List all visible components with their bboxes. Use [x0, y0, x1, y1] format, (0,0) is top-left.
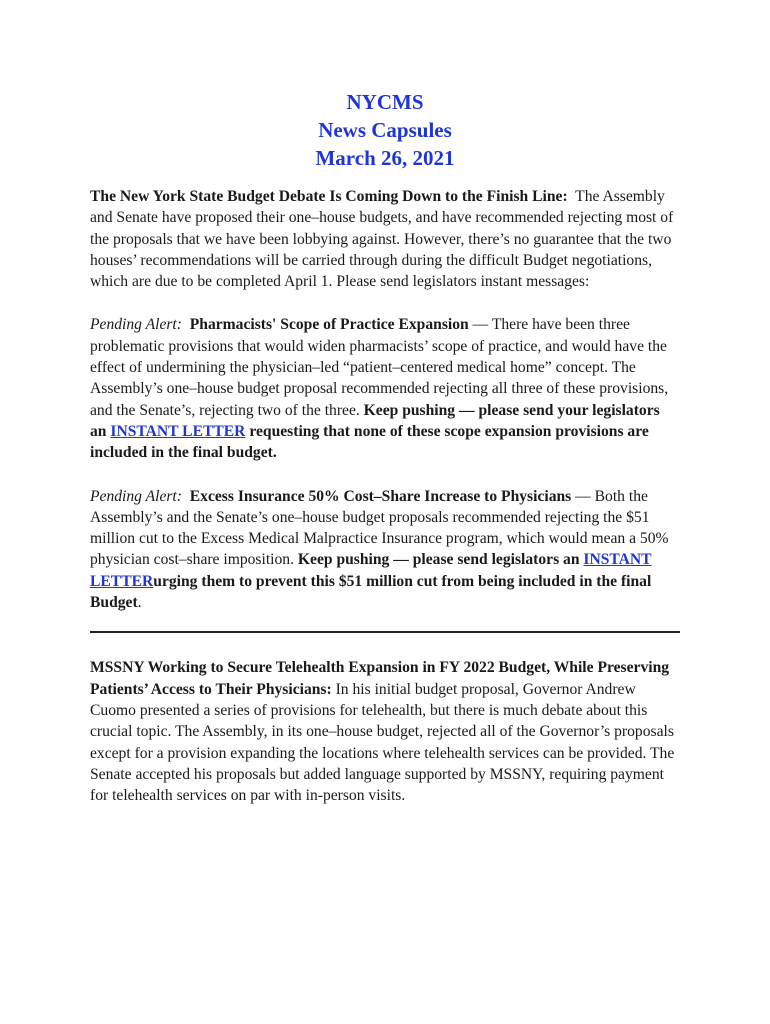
pharmacists-alert-item — [90, 314, 680, 463]
pharmacists-alert-cta-end: requesting that none of these scope expansion provisions are included in the final budget. — [90, 422, 649, 462]
budget-debate-heading: The New York State Budget Debate Is Coming Down to the Finish Line: — [90, 188, 568, 205]
newsletter-title: News Capsules — [318, 118, 452, 142]
org-name: NYCMS — [346, 90, 424, 114]
insurance-alert-label: Pending Alert: — [90, 487, 182, 505]
insurance-alert-item — [90, 486, 680, 614]
budget-debate-item — [90, 186, 680, 292]
telehealth-heading: MSSNY Working to Secure Telehealth Expansion in FY 2022 Budget, While Preserving Patients’ Access to Their Physicians: — [90, 659, 670, 698]
telehealth-body: In his initial budget proposal, Governor Andrew Cuomo presented a series of provisions for telehealth, but there is much debate about this crucial topic. The Assembly, in its one–house budget, rejected all of the Governor’s proposals except for a provision expanding the locations where telehealth services can be provided. The Senate accepted his proposals but added language supported by MSSNY, requiring payment for telehealth services on par with in-person visits. — [90, 680, 675, 805]
document-page — [90, 88, 680, 828]
insurance-alert-period: . — [137, 594, 142, 612]
pharmacists-instant-letter-link[interactable]: INSTANT LETTER — [110, 422, 246, 440]
budget-debate-body: The Assembly and Senate have proposed their one–house budgets, and have recommended rejecting most of the proposals that we have been lobbying against. However, there’s no guarantee that the two houses’ recommendations will be carried through during the difficult Budget negotiations, which are due to be completed April 1. Please send legislators instant messages: — [90, 188, 674, 291]
pharmacists-alert-cta: Keep pushing — please send your legislators an — [90, 401, 660, 440]
pharmacists-alert-heading: Pharmacists' Scope of Practice Expansion — [189, 316, 469, 334]
insurance-alert-cta: Keep pushing — please send legislators an — [297, 551, 580, 569]
pharmacists-alert-body: There have been three problematic provisions that would widen pharmacists’ scope of practice, and would have the effect of undermining the physician–led “patient–centered medical home” concept. The Assembly’s one–house budget proposal recommended rejecting all three of these provisions, and the Senate’s, rejecting two of the three. — [90, 316, 669, 419]
pharmacists-alert-dash: — — [472, 316, 489, 334]
section-divider — [90, 631, 680, 633]
telehealth-item — [90, 657, 680, 806]
insurance-alert-cta-end: urging them to prevent this $51 million cut from being included in the final Budget — [90, 572, 652, 612]
newsletter-date: March 26, 2021 — [315, 146, 455, 170]
insurance-instant-letter-link[interactable]: INSTANT LETTER — [90, 551, 652, 590]
pharmacists-alert-label: Pending Alert: — [90, 316, 182, 334]
insurance-alert-dash: — — [575, 487, 591, 505]
insurance-alert-heading: Excess Insurance 50% Cost–Share Increase to Physicians — [189, 487, 572, 505]
document-header — [90, 88, 680, 172]
insurance-alert-body: Both the Assembly’s and the Senate’s one–house budget proposals recommended rejecting the $51 million cut to the Excess Medical Malpractice Insurance program, which would mean a 50% physician cost–share imposition. — [90, 487, 669, 569]
